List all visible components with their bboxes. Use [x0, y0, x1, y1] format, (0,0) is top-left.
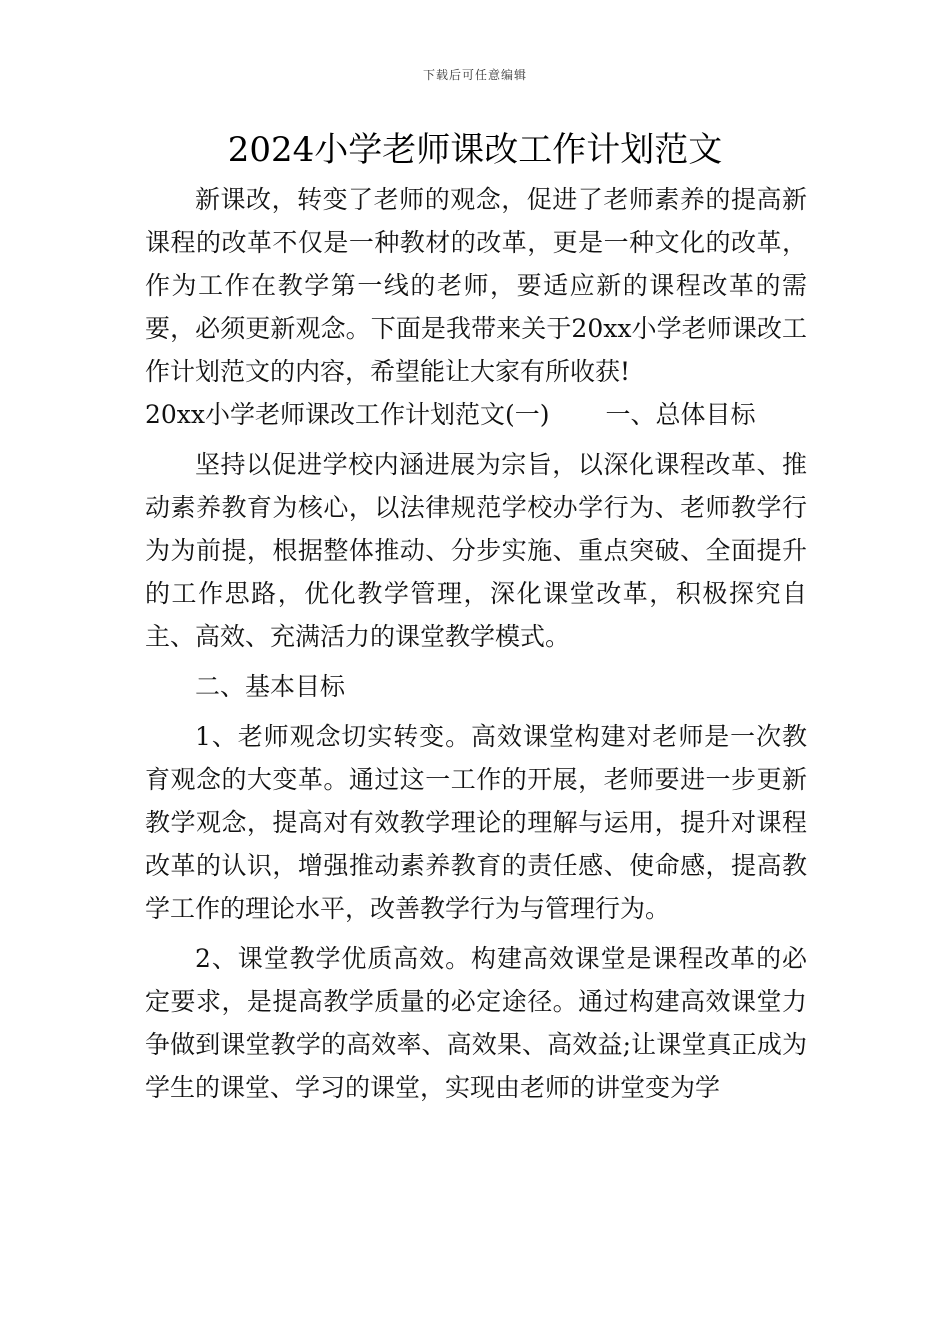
document-body — [145, 178, 807, 1109]
basic-goal-heading: 二、基本目标 — [195, 672, 346, 701]
document-title: 2024小学老师课改工作计划范文 — [227, 130, 723, 170]
goal-1-paragraph: 1、老师观念切实转变。高效课堂构建对老师是一次教育观念的大变革。通过这一工作的开展，老师要进一步更新教学观念，提高对有效教学理论的理解与运用，提升对课程改革的认识，增强推动素养教育的责任感、使命感，提高教学工作的理论水平，改善教学行为与管理行为。 — [145, 722, 807, 923]
goal-2-paragraph: 2、课堂教学优质高效。构建高效课堂是课程改革的必定要求，是提高教学质量的必定途径。通过构建高效课堂力争做到课堂教学的高效率、高效果、高效益;让课堂真正成为学生的课堂、学习的课堂，实现由老师的讲堂变为学 — [145, 944, 807, 1102]
overall-goal-paragraph: 坚持以促进学校内涵进展为宗旨，以深化课程改革、推动素养教育为核心，以法律规范学校办学行为、老师教学行为为前提，根据整体推动、分步实施、重点突破、全面提升的工作思路，优化教学管理，深化课堂改革，积极探究自主、高效、充满活力的课堂教学模式。 — [145, 450, 807, 651]
header-note: 下载后可任意编辑 — [422, 68, 527, 82]
intro-paragraph: 新课改，转变了老师的观念，促进了老师素养的提高新课程的改革不仅是一种教材的改革，更是一种文化的改革，作为工作在教学第一线的老师，要适应新的课程改革的需要，必须更新观念。下面是我带来关于20xx小学老师课改工作计划范文的内容，希望能让大家有所收获! — [145, 185, 807, 386]
section-heading-line — [145, 393, 807, 436]
section-subheading: 一、总体目标 — [605, 400, 756, 429]
section-heading: 20xx小学老师课改工作计划范文(一) — [145, 400, 550, 429]
